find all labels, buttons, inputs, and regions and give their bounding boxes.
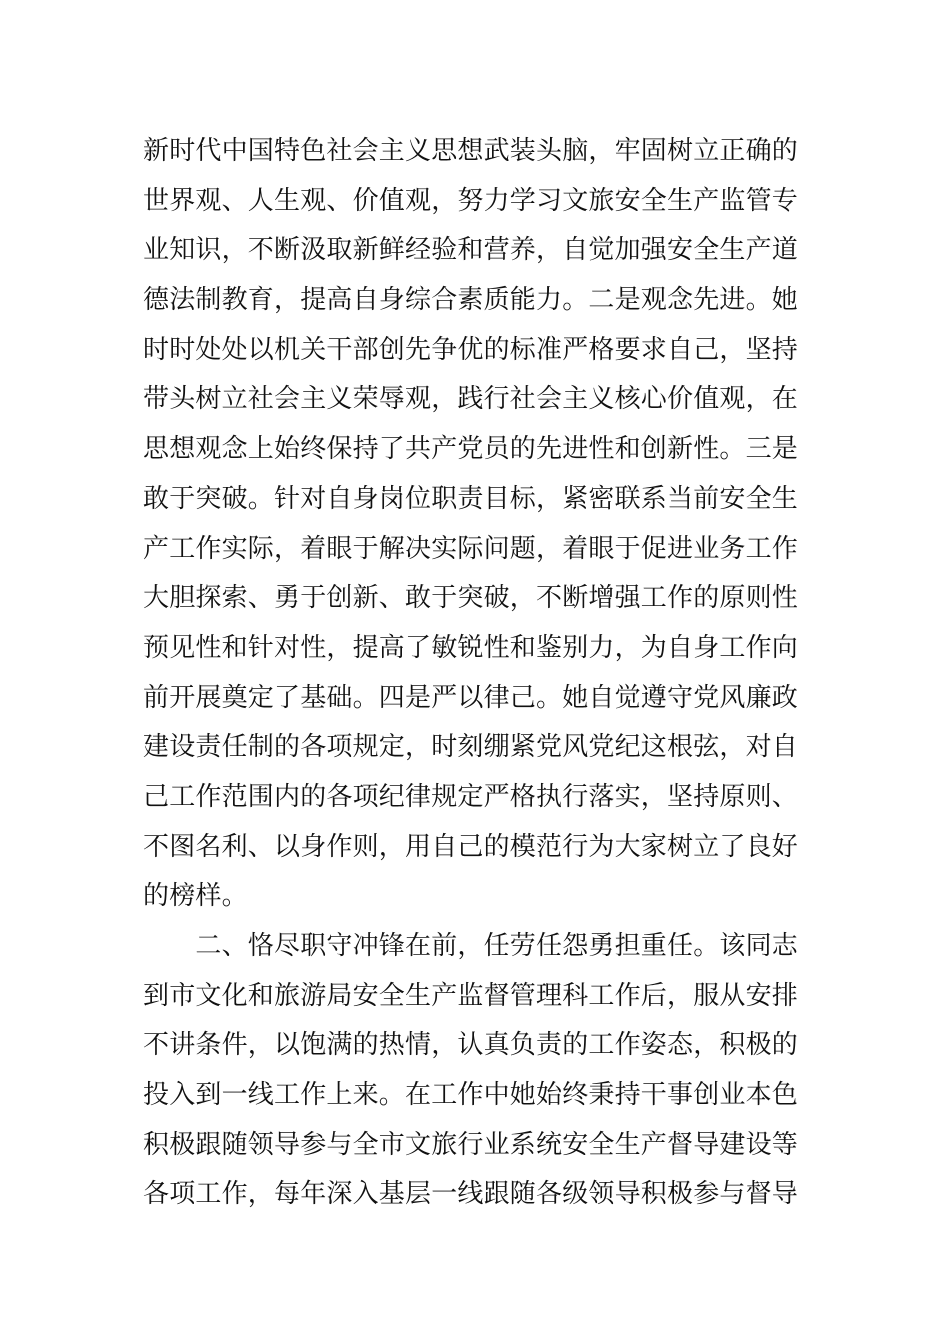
text-line: 不图名利、以身作则，用自己的模范行为大家树立了良好 (143, 831, 799, 862)
text-line: 不讲条件，以饱满的热情，认真负责的工作姿态，积极的 (143, 1030, 799, 1061)
text-line: 各项工作，每年深入基层一线跟随各级领导积极参与督导 (143, 1179, 799, 1210)
text-line: 产工作实际，着眼于解决实际问题，着眼于促进业务工作 (143, 533, 799, 564)
text-line: 思想观念上始终保持了共产党员的先进性和创新性。三是 (143, 434, 799, 465)
text-line: 世界观、人生观、价值观，努力学习文旅安全生产监管专 (143, 185, 799, 216)
text-line: 时时处处以机关干部创先争优的标准严格要求自己，坚持 (143, 334, 799, 365)
text-line: 带头树立社会主义荣辱观，践行社会主义核心价值观，在 (143, 384, 799, 415)
text-line: 到市文化和旅游局安全生产监督管理科工作后，服从安排 (143, 980, 799, 1011)
text-line: 前开展奠定了基础。四是严以律己。她自觉遵守党风廉政 (143, 682, 799, 713)
text-line: 德法制教育，提高自身综合素质能力。二是观念先进。她 (143, 285, 799, 316)
text-line: 敢于突破。针对自身岗位职责目标，紧密联系当前安全生 (143, 483, 799, 514)
text-line: 己工作范围内的各项纪律规定严格执行落实，坚持原则、 (143, 781, 799, 812)
text-line: 投入到一线工作上来。在工作中她始终秉持干事创业本色 (143, 1080, 799, 1111)
text-line: 积极跟随领导参与全市文旅行业系统安全生产督导建设等 (143, 1129, 799, 1160)
text-line: 大胆探索、勇于创新、敢于突破，不断增强工作的原则性 (143, 583, 799, 614)
body-text (143, 127, 823, 1220)
paragraph-heading-line: 二、恪尽职守冲锋在前，任劳任怨勇担重任。该同志 (143, 931, 799, 961)
text-line: 的榜样。 (143, 881, 248, 912)
text-line: 业知识，不断汲取新鲜经验和营养，自觉加强安全生产道 (143, 235, 799, 266)
text-line: 预见性和针对性，提高了敏锐性和鉴别力，为自身工作向 (143, 632, 799, 663)
text-line: 建设责任制的各项规定，时刻绷紧党风党纪这根弦，对自 (143, 732, 799, 763)
text-line: 新时代中国特色社会主义思想武装头脑，牢固树立正确的 (143, 136, 799, 166)
